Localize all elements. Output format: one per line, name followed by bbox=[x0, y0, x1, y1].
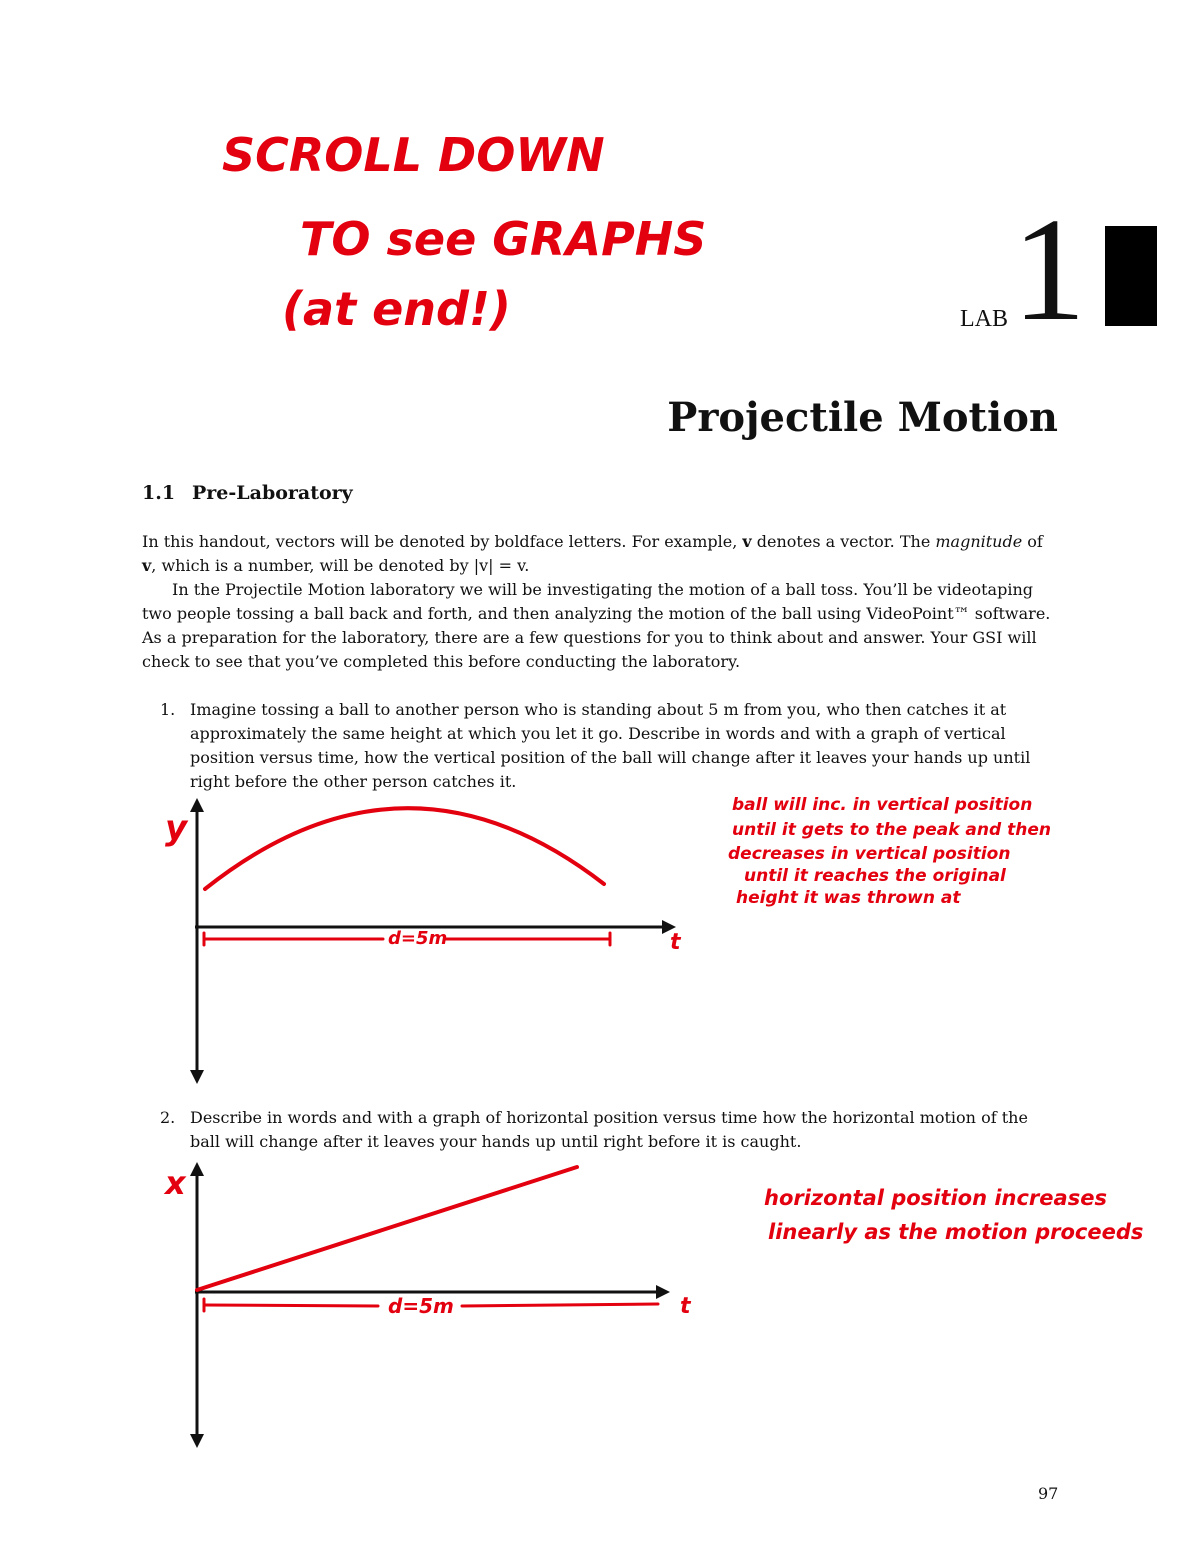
graph1-note-line: ball will inc. in vertical position bbox=[732, 795, 1033, 815]
graph1-note-line: decreases in vertical position bbox=[728, 844, 1011, 864]
graph1-distance-label: d=5m bbox=[388, 928, 448, 949]
lab-label: LAB bbox=[960, 306, 1008, 332]
intro-text-c: of bbox=[1022, 532, 1043, 551]
graph1-x-label: t bbox=[670, 930, 681, 955]
question-number: 1. bbox=[160, 700, 176, 719]
y-axis-arrow-down bbox=[190, 1434, 204, 1448]
graph1-note-line: until it reaches the original bbox=[744, 866, 1006, 886]
magnitude-term: magnitude bbox=[935, 532, 1023, 551]
y-axis-arrow-up bbox=[190, 1162, 204, 1176]
graph1-note-line: height it was thrown at bbox=[736, 888, 961, 908]
distance-line-left bbox=[204, 1305, 378, 1306]
intro-text-b: denotes a vector. The bbox=[751, 532, 936, 551]
graph2-note-line: linearly as the motion proceeds bbox=[768, 1220, 1144, 1244]
position-line bbox=[197, 1167, 577, 1290]
vector-symbol-2: v bbox=[142, 556, 152, 575]
page-number: 97 bbox=[1038, 1484, 1059, 1503]
scroll-annotation-line1: SCROLL DOWN bbox=[222, 128, 605, 182]
scroll-annotation-line2: TO see GRAPHS bbox=[300, 212, 707, 266]
intro-text-a: In this handout, vectors will be denoted by boldface letters. For example, bbox=[142, 532, 743, 551]
question-number: 2. bbox=[160, 1108, 176, 1127]
x-axis-arrow bbox=[656, 1285, 670, 1299]
graph1-note-line: until it gets to the peak and then bbox=[732, 820, 1051, 840]
graph2-note-line: horizontal position increases bbox=[764, 1186, 1107, 1210]
question-text: Describe in words and with a graph of horizontal position versus time how the horizontal motion of the ball will change after it leaves your hands up until right before it is caught. bbox=[190, 1108, 1028, 1151]
page-title: Projectile Motion bbox=[667, 394, 1058, 441]
graph2-distance-label: d=5m bbox=[388, 1294, 454, 1318]
section-title: Pre-Laboratory bbox=[192, 482, 353, 504]
intro-text-d: , which is a number, will be denoted by |v| = v. bbox=[151, 556, 530, 575]
scroll-annotation-line3: (at end!) bbox=[282, 282, 511, 336]
graph2-x-label: t bbox=[680, 1294, 691, 1319]
distance-line-right bbox=[462, 1304, 658, 1306]
graph2-y-label: x bbox=[165, 1164, 186, 1202]
graph1-y-label: y bbox=[165, 808, 188, 848]
section-number: 1.1 bbox=[142, 482, 176, 504]
lab-number: 1 bbox=[1012, 188, 1086, 352]
vector-symbol: v bbox=[742, 532, 752, 551]
lab-description-paragraph: In the Projectile Motion laboratory we will be investigating the motion of a ball toss. You’ll be videotaping two people tossing a ball back and forth, and then analyzing the motion of the ball using VideoPoint™ software. As a preparation for the laboratory, there are a few questions for you to think about and answer. Your GSI will check to see that you’ve completed this before conducting the laboratory. bbox=[142, 580, 1051, 671]
question-text: Imagine tossing a ball to another person who is standing about 5 m from you, who then catches it at approximately the same height at which you let it go. Describe in words and with a graph of vertical position versus time, how the vertical position of the ball will change after it leaves your hands up until right before the other person catches it. bbox=[190, 700, 1031, 791]
